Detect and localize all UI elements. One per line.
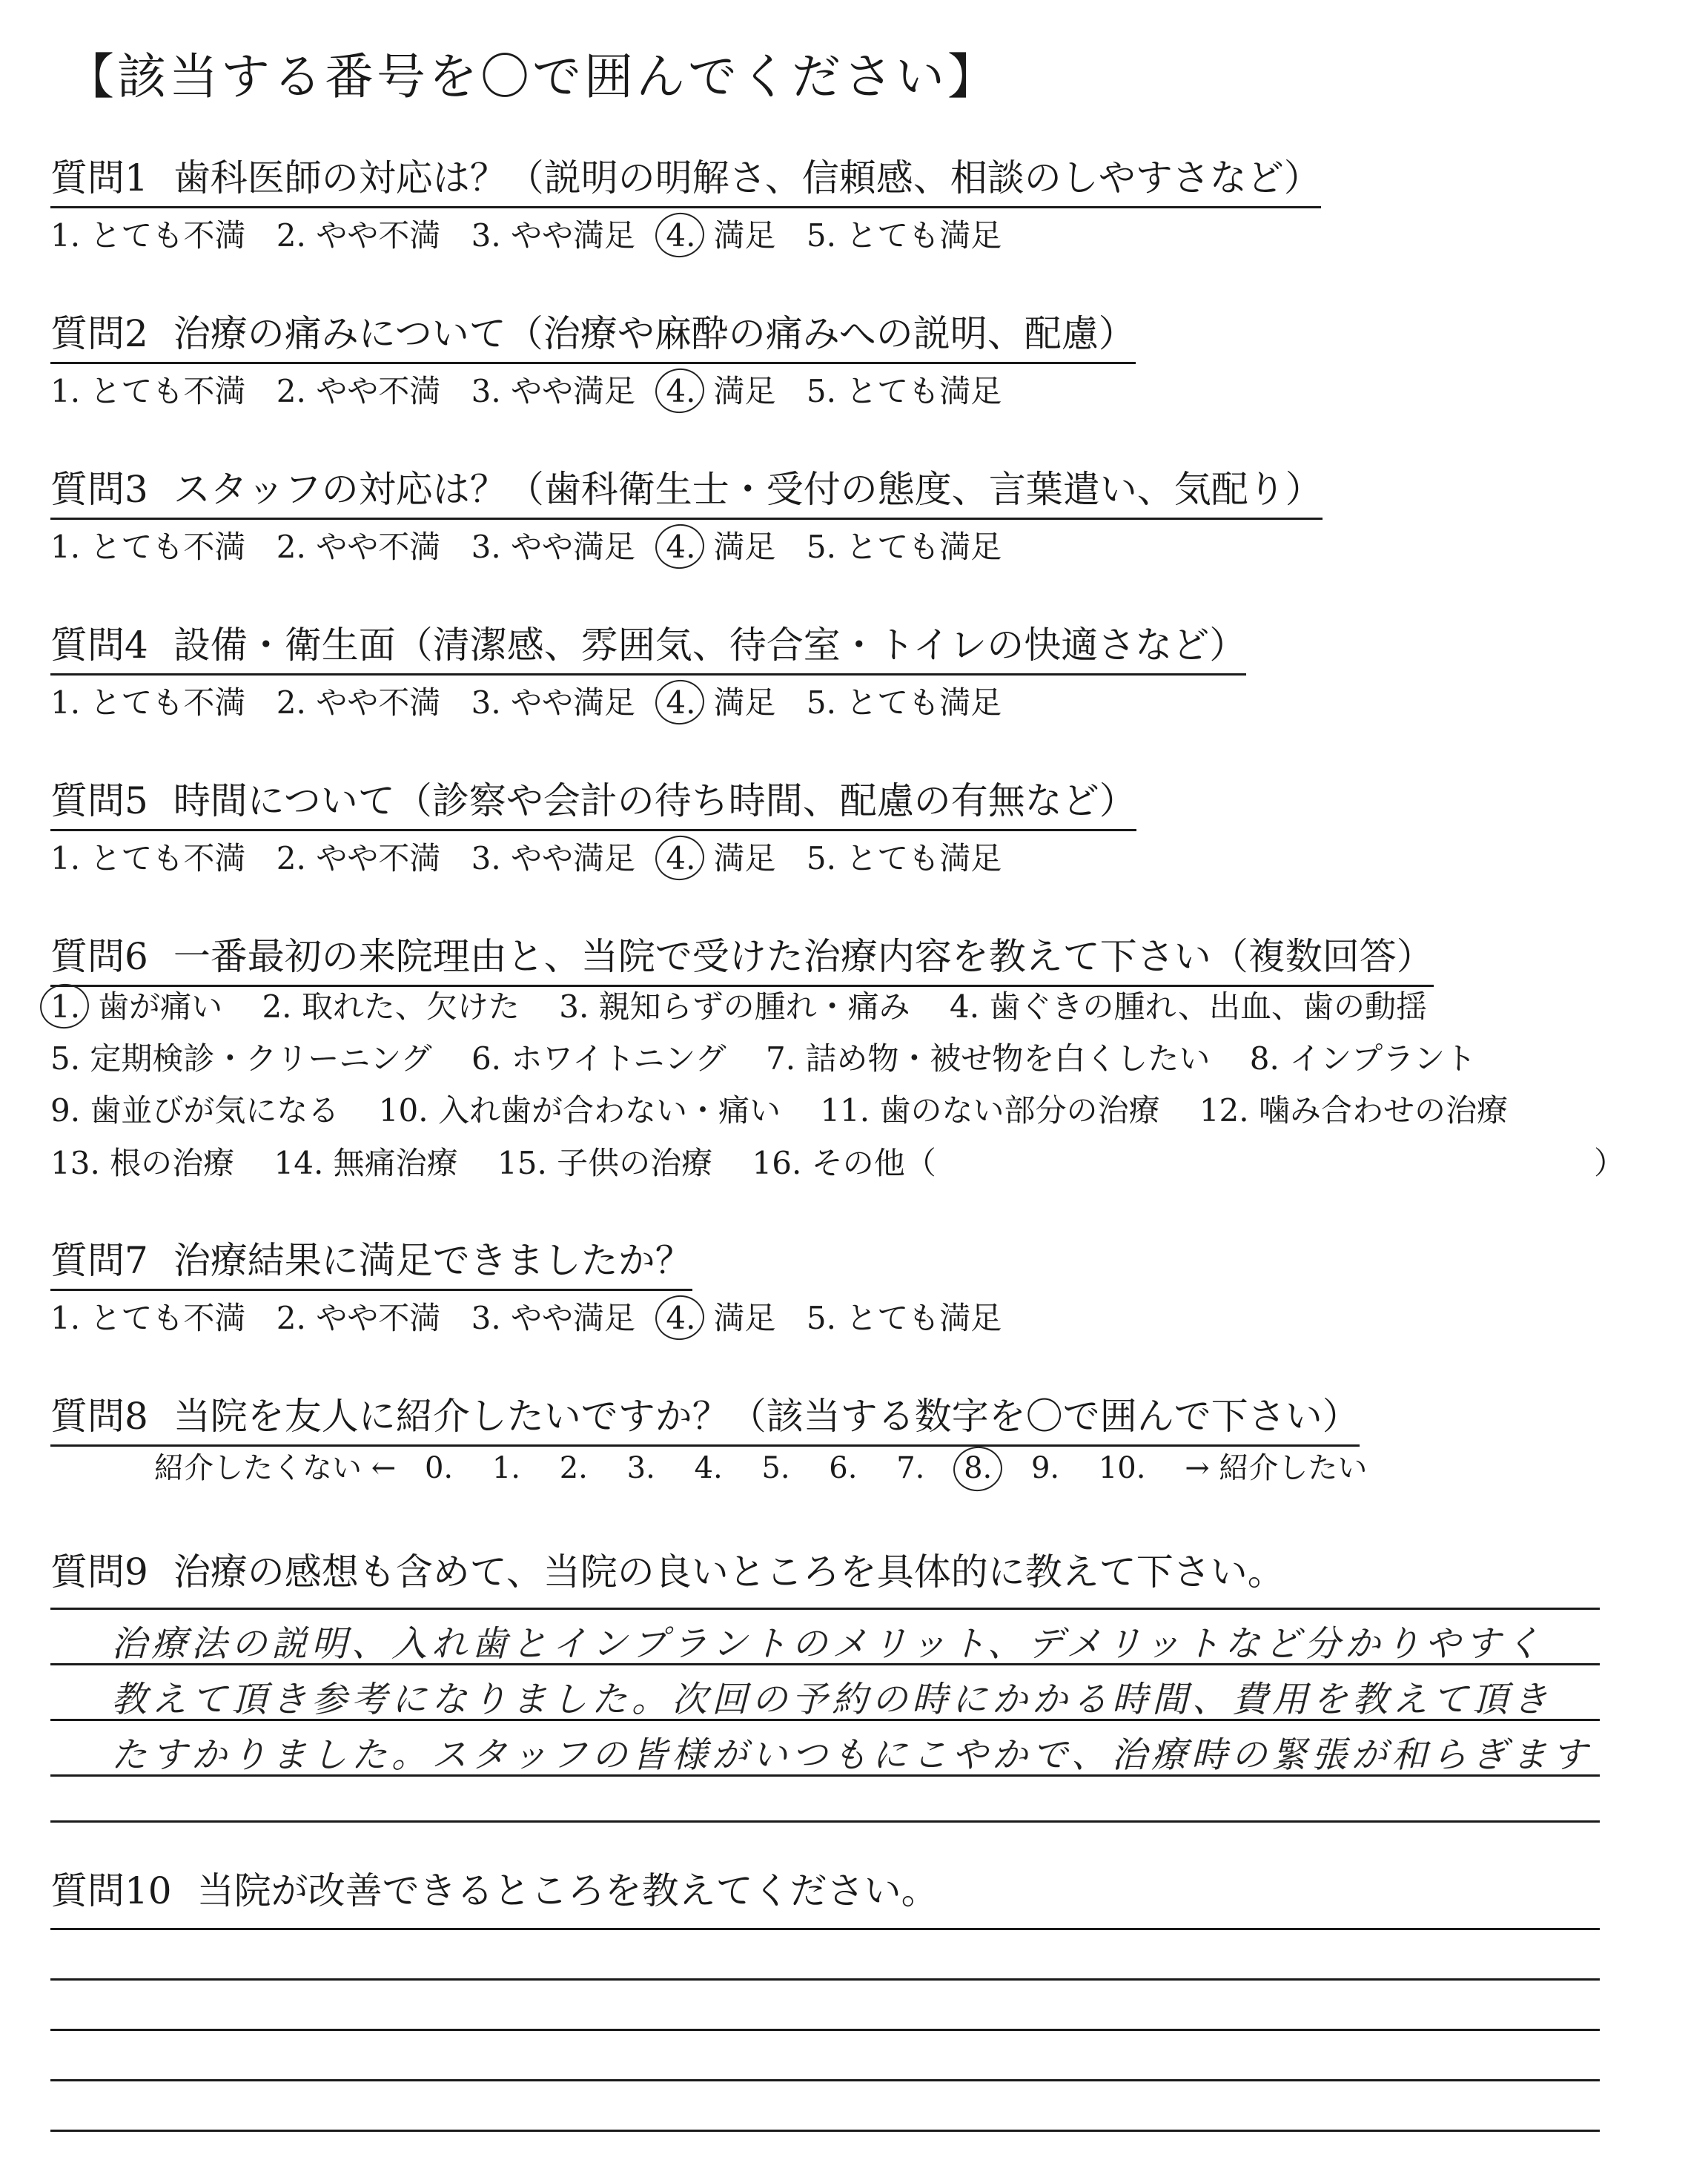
option-12[interactable]: 12. 噛み合わせの治療 bbox=[1199, 1092, 1508, 1129]
answer-line bbox=[50, 1608, 1600, 1610]
answer-line bbox=[50, 1928, 1600, 1930]
question-text: 設備・衛生面（清潔感、雰囲気、待合室・トイレの快適さなど） bbox=[173, 624, 1247, 667]
option-4-label: 満足 bbox=[713, 529, 776, 565]
option-2[interactable]: 2. やや不満 bbox=[276, 529, 441, 565]
answer-line bbox=[50, 2029, 1600, 2031]
option-8[interactable]: 8. インプラント bbox=[1249, 1040, 1477, 1077]
option-3[interactable]: 3. 親知らずの腫れ・痛み bbox=[559, 988, 910, 1025]
scale-left-label: 紹介したくない ← bbox=[154, 1451, 397, 1485]
option-6[interactable]: 6. ホワイトニング bbox=[471, 1040, 726, 1077]
option-4-label: 満足 bbox=[713, 217, 776, 254]
option-5[interactable]: 5. とても満足 bbox=[806, 684, 1002, 721]
option-2[interactable]: 2. やや不満 bbox=[276, 217, 441, 254]
scale-7[interactable]: 7. bbox=[896, 1451, 925, 1485]
question-text: 当院を友人に紹介したいですか？（該当する数字を〇で囲んで下さい） bbox=[173, 1395, 1360, 1438]
option-1[interactable]: 1. とても不満 bbox=[50, 1300, 246, 1336]
question-2 bbox=[50, 304, 1136, 364]
option-2[interactable]: 2. やや不満 bbox=[276, 1300, 441, 1336]
question-number: 質問1 bbox=[50, 156, 148, 199]
scale-5[interactable]: 5. bbox=[761, 1451, 790, 1485]
option-4-label: 満足 bbox=[713, 373, 776, 409]
answer-line bbox=[50, 1820, 1600, 1823]
scale-3[interactable]: 3. bbox=[626, 1451, 655, 1485]
option-5[interactable]: 5. 定期検診・クリーニング bbox=[50, 1040, 432, 1077]
answer-line bbox=[50, 1978, 1600, 1981]
question-5 bbox=[50, 771, 1136, 831]
option-16-other[interactable]: 16. その他（ bbox=[752, 1145, 936, 1181]
scale-4[interactable]: 4. bbox=[694, 1451, 723, 1485]
option-3[interactable]: 3. やや満足 bbox=[471, 217, 636, 254]
scale-right-label: → 紹介したい bbox=[1185, 1451, 1368, 1485]
option-4-label: 満足 bbox=[713, 840, 776, 876]
option-2[interactable]: 2. やや不満 bbox=[276, 684, 441, 721]
question-number: 質問5 bbox=[50, 779, 148, 822]
option-4-selected[interactable]: 4. bbox=[666, 840, 696, 876]
question-number: 質問3 bbox=[50, 468, 148, 511]
option-11[interactable]: 11. 歯のない部分の治療 bbox=[820, 1092, 1160, 1129]
answer-line bbox=[50, 2079, 1600, 2081]
scale-6[interactable]: 6. bbox=[829, 1451, 858, 1485]
answer-line bbox=[50, 2130, 1600, 2132]
option-3[interactable]: 3. やや満足 bbox=[471, 684, 636, 721]
question-number: 質問7 bbox=[50, 1239, 148, 1282]
recommend-scale bbox=[154, 1444, 1386, 1487]
question-4 bbox=[50, 615, 1246, 676]
option-1[interactable]: 1. とても不満 bbox=[50, 840, 246, 876]
q3-options bbox=[50, 523, 1022, 567]
option-5[interactable]: 5. とても満足 bbox=[806, 217, 1002, 254]
q6-options-row-2 bbox=[50, 1034, 1506, 1079]
option-1[interactable]: 1. とても不満 bbox=[50, 684, 246, 721]
question-number: 質問4 bbox=[50, 624, 148, 667]
question-number: 質問8 bbox=[50, 1395, 148, 1438]
option-3[interactable]: 3. やや満足 bbox=[471, 840, 636, 876]
handwritten-answer-line-1: 治療法の説明、入れ歯とインプラントのメリット、デメリットなど分かりやすく bbox=[111, 1623, 1545, 1665]
question-text: 歯科医師の対応は？（説明の明解さ、信頼感、相談のしやすさなど） bbox=[173, 156, 1321, 199]
question-text: 当院が改善できるところを教えてください。 bbox=[196, 1869, 939, 1912]
option-13[interactable]: 13. 根の治療 bbox=[50, 1145, 235, 1181]
option-5[interactable]: 5. とても満足 bbox=[806, 529, 1002, 565]
handwritten-answer-line-2: 教えて頂き参考になりました。次回の予約の時にかかる時間、費用を教えて頂き bbox=[111, 1679, 1553, 1720]
scale-10[interactable]: 10. bbox=[1098, 1451, 1146, 1485]
q4-options bbox=[50, 678, 1022, 723]
option-3[interactable]: 3. やや満足 bbox=[471, 373, 636, 409]
question-3 bbox=[50, 460, 1323, 520]
q2-options bbox=[50, 367, 1022, 412]
scale-0[interactable]: 0. bbox=[424, 1451, 454, 1485]
q7-options bbox=[50, 1294, 1022, 1338]
option-4-selected[interactable]: 4. bbox=[666, 684, 696, 721]
option-1[interactable]: 1. とても不満 bbox=[50, 529, 246, 565]
answer-line bbox=[50, 1774, 1600, 1777]
question-1 bbox=[50, 148, 1321, 208]
option-9[interactable]: 9. 歯並びが気になる bbox=[50, 1092, 340, 1129]
option-4-selected[interactable]: 4. bbox=[666, 217, 696, 254]
question-number: 質問2 bbox=[50, 312, 148, 355]
option-5[interactable]: 5. とても満足 bbox=[806, 373, 1002, 409]
option-4-label: 満足 bbox=[713, 684, 776, 721]
q1-options bbox=[50, 211, 1022, 256]
answer-line bbox=[50, 1663, 1600, 1665]
question-9 bbox=[50, 1542, 1285, 1600]
question-number: 質問6 bbox=[50, 935, 148, 978]
question-number: 質問10 bbox=[50, 1869, 172, 1912]
option-10[interactable]: 10. 入れ歯が合わない・痛い bbox=[378, 1092, 781, 1129]
question-8 bbox=[50, 1387, 1360, 1447]
option-4[interactable]: 4. 歯ぐきの腫れ、出血、歯の動揺 bbox=[950, 988, 1427, 1025]
q6-options-row-3 bbox=[50, 1086, 1537, 1131]
page-heading: 【該当する番号を〇で囲んでください】 bbox=[65, 48, 999, 105]
question-text: 時間について（診察や会計の待ち時間、配慮の有無など） bbox=[173, 779, 1136, 822]
question-7 bbox=[50, 1231, 692, 1291]
question-text: 治療の痛みについて（治療や麻酔の痛みへの説明、配慮） bbox=[173, 312, 1136, 355]
option-5[interactable]: 5. とても満足 bbox=[806, 840, 1002, 876]
option-1-label: 歯が痛い bbox=[98, 988, 223, 1025]
option-3[interactable]: 3. やや満足 bbox=[471, 529, 636, 565]
question-text: 一番最初の来院理由と、当院で受けた治療内容を教えて下さい（複数回答） bbox=[173, 935, 1434, 978]
option-2[interactable]: 2. やや不満 bbox=[276, 373, 441, 409]
option-2[interactable]: 2. 取れた、欠けた bbox=[262, 988, 520, 1025]
option-2[interactable]: 2. やや不満 bbox=[276, 840, 441, 876]
option-15[interactable]: 15. 子供の治療 bbox=[497, 1145, 713, 1181]
option-14[interactable]: 14. 無痛治療 bbox=[274, 1145, 458, 1181]
question-10 bbox=[50, 1861, 939, 1919]
option-4-selected[interactable]: 4. bbox=[666, 1300, 696, 1336]
q6-options-row-4 bbox=[50, 1139, 966, 1183]
question-text: 治療結果に満足できましたか？ bbox=[173, 1239, 692, 1282]
option-1[interactable]: 1. とても不満 bbox=[50, 217, 246, 254]
other-close-paren: ） bbox=[1594, 1145, 1626, 1181]
question-number: 質問9 bbox=[50, 1550, 148, 1593]
option-4-label: 満足 bbox=[713, 1300, 776, 1336]
handwritten-answer-line-3: たすかりました。スタッフの皆様がいつもにこやかで、治療時の緊張が和らぎます bbox=[111, 1734, 1592, 1776]
scale-9[interactable]: 9. bbox=[1030, 1451, 1060, 1485]
option-5[interactable]: 5. とても満足 bbox=[806, 1300, 1002, 1336]
scale-1[interactable]: 1. bbox=[491, 1451, 521, 1485]
question-6 bbox=[50, 927, 1434, 987]
answer-line bbox=[50, 1719, 1600, 1721]
question-text: 治療の感想も含めて、当院の良いところを具体的に教えて下さい。 bbox=[173, 1550, 1285, 1593]
option-3[interactable]: 3. やや満足 bbox=[471, 1300, 636, 1336]
scale-2[interactable]: 2. bbox=[559, 1451, 588, 1485]
option-4-selected[interactable]: 4. bbox=[666, 373, 696, 409]
option-7[interactable]: 7. 詰め物・被せ物を白くしたい bbox=[765, 1040, 1211, 1077]
option-1[interactable]: 1. とても不満 bbox=[50, 373, 246, 409]
option-1-selected[interactable]: 1. bbox=[50, 988, 81, 1025]
option-4-selected[interactable]: 4. bbox=[666, 529, 696, 565]
question-text: スタッフの対応は？（歯科衛生士・受付の態度、言葉遣い、気配り） bbox=[173, 468, 1323, 511]
q5-options bbox=[50, 834, 1022, 879]
q6-options-row-1 bbox=[50, 982, 1457, 1027]
scale-8-selected[interactable]: 8. bbox=[964, 1451, 993, 1485]
